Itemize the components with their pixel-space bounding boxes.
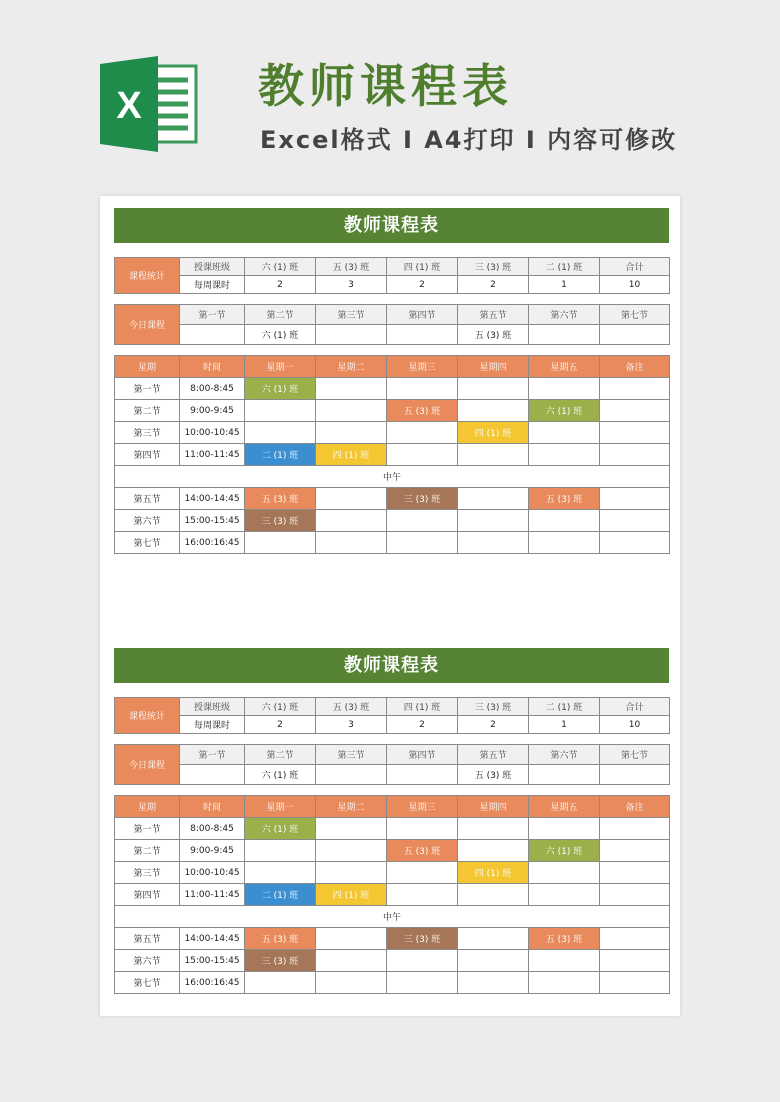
today-course-cell[interactable]: 五 (3) 班 [458,325,529,345]
schedule-cell[interactable]: 五 (3) 班 [387,400,458,422]
stats-value-cell[interactable]: 1 [529,716,600,734]
schedule-cell[interactable] [458,378,529,400]
schedule-cell[interactable] [316,400,387,422]
time-cell[interactable]: 16:00:16:45 [180,532,245,554]
column-header[interactable]: 星期一 [245,796,316,818]
schedule-cell[interactable] [600,928,670,950]
schedule-cell[interactable] [316,950,387,972]
stats-label[interactable]: 课程统计 [115,698,180,734]
stats-value-cell[interactable]: 2 [387,276,458,294]
schedule-cell[interactable] [600,818,670,840]
schedule-cell[interactable]: 四 (1) 班 [316,884,387,906]
schedule-cell[interactable] [387,378,458,400]
time-cell[interactable]: 11:00-11:45 [180,444,245,466]
today-course-cell[interactable] [180,765,245,785]
column-header[interactable]: 星期 [115,796,180,818]
stats-value-cell[interactable]: 1 [529,276,600,294]
schedule-cell[interactable]: 四 (1) 班 [316,444,387,466]
schedule-cell[interactable] [387,950,458,972]
column-header[interactable]: 星期 [115,356,180,378]
time-cell[interactable]: 8:00-8:45 [180,378,245,400]
stats-header-cell[interactable]: 五 (3) 班 [316,698,387,716]
schedule-cell[interactable] [600,950,670,972]
stats-value-cell[interactable]: 3 [316,716,387,734]
schedule-cell[interactable]: 二 (1) 班 [245,444,316,466]
period-header-cell[interactable]: 第七节 [600,745,670,765]
schedule-cell[interactable] [387,422,458,444]
stats-header-cell[interactable]: 合计 [600,698,670,716]
schedule-cell[interactable] [529,510,600,532]
schedule-cell[interactable] [316,928,387,950]
schedule-cell[interactable] [387,862,458,884]
today-course-cell[interactable] [600,325,670,345]
today-course-cell[interactable] [529,325,600,345]
today-course-cell[interactable] [387,765,458,785]
period-cell[interactable]: 第六节 [115,950,180,972]
stats-header-cell[interactable]: 授课班级 [180,698,245,716]
column-header[interactable]: 时间 [180,356,245,378]
page-header [0,0,780,196]
period-header-cell[interactable]: 第七节 [600,305,670,325]
time-cell[interactable]: 15:00-15:45 [180,510,245,532]
schedule-cell[interactable] [600,444,670,466]
stats-header-cell[interactable]: 六 (1) 班 [245,698,316,716]
schedule-cell[interactable]: 三 (3) 班 [245,950,316,972]
column-header[interactable]: 星期一 [245,356,316,378]
period-header-cell[interactable]: 第四节 [387,745,458,765]
schedule-cell[interactable]: 三 (3) 班 [387,928,458,950]
schedule-cell[interactable] [387,818,458,840]
time-cell[interactable]: 8:00-8:45 [180,818,245,840]
stats-value-cell[interactable]: 每周课时 [180,276,245,294]
time-cell[interactable]: 11:00-11:45 [180,884,245,906]
stats-header-cell[interactable]: 四 (1) 班 [387,698,458,716]
paper-sheet [100,196,680,1016]
stats-value-cell[interactable]: 10 [600,276,670,294]
period-cell[interactable]: 第五节 [115,488,180,510]
schedule-cell[interactable] [245,532,316,554]
table-row [115,906,670,928]
table-row [115,400,670,422]
table-row [115,305,670,325]
schedule-cell[interactable]: 六 (1) 班 [529,840,600,862]
stats-header-cell[interactable]: 合计 [600,258,670,276]
table-row [115,928,670,950]
sheet-title: 教师课程表 [114,208,669,243]
schedule-cell[interactable] [316,840,387,862]
schedule-cell[interactable] [387,510,458,532]
stats-header-cell[interactable]: 五 (3) 班 [316,258,387,276]
column-header[interactable]: 星期二 [316,356,387,378]
table-row [115,488,670,510]
schedule-cell[interactable] [458,400,529,422]
period-cell[interactable]: 第四节 [115,884,180,906]
table-header-row [115,356,670,378]
weekly-schedule-table [114,355,670,554]
page-title: 教师课程表 [258,59,513,113]
schedule-cell[interactable] [387,444,458,466]
today-courses-table [114,744,670,785]
column-header[interactable]: 星期四 [458,796,529,818]
today-courses-table [114,304,670,345]
time-cell[interactable]: 9:00-9:45 [180,840,245,862]
schedule-cell[interactable] [600,378,670,400]
table-row [115,950,670,972]
schedule-cell[interactable]: 五 (3) 班 [245,928,316,950]
period-header-cell[interactable]: 第五节 [458,305,529,325]
schedule-cell[interactable]: 六 (1) 班 [245,818,316,840]
time-cell[interactable]: 16:00:16:45 [180,972,245,994]
schedule-cell[interactable] [458,928,529,950]
period-cell[interactable]: 第三节 [115,862,180,884]
table-row [115,765,670,785]
today-course-cell[interactable]: 六 (1) 班 [245,325,316,345]
time-cell[interactable]: 15:00-15:45 [180,950,245,972]
schedule-cell[interactable] [529,422,600,444]
stats-header-cell[interactable]: 三 (3) 班 [458,258,529,276]
stats-header-cell[interactable]: 六 (1) 班 [245,258,316,276]
schedule-cell[interactable] [529,862,600,884]
page-subtitle: Excel格式 I A4打印 I 内容可修改 [260,126,678,154]
time-cell[interactable]: 14:00-14:45 [180,488,245,510]
sheet-title: 教师课程表 [114,648,669,683]
period-header-cell[interactable]: 第三节 [316,745,387,765]
schedule-cell[interactable] [529,532,600,554]
table-row [115,818,670,840]
table-row [115,378,670,400]
schedule-cell[interactable] [529,884,600,906]
stats-value-cell[interactable]: 2 [245,276,316,294]
today-label[interactable]: 今日课程 [115,305,180,345]
table-row [115,532,670,554]
today-course-cell[interactable]: 五 (3) 班 [458,765,529,785]
period-header-cell[interactable]: 第五节 [458,745,529,765]
schedule-cell[interactable]: 四 (1) 班 [458,862,529,884]
schedule-cell[interactable] [529,378,600,400]
today-course-cell[interactable] [600,765,670,785]
schedule-cell[interactable] [600,840,670,862]
table-row [115,444,670,466]
schedule-cell[interactable] [600,972,670,994]
lunch-break-cell[interactable]: 中午 [115,906,670,928]
stats-header-cell[interactable]: 二 (1) 班 [529,698,600,716]
lunch-break-cell[interactable]: 中午 [115,466,670,488]
schedule-cell[interactable] [387,532,458,554]
logo-letter: X [116,85,142,127]
stats-header-cell[interactable]: 四 (1) 班 [387,258,458,276]
table-row [115,745,670,765]
table-row [115,698,670,716]
stats-value-cell[interactable]: 2 [387,716,458,734]
schedule-cell[interactable] [458,510,529,532]
time-cell[interactable]: 10:00-10:45 [180,422,245,444]
schedule-cell[interactable]: 二 (1) 班 [245,884,316,906]
period-header-cell[interactable]: 第二节 [245,305,316,325]
schedule-cell[interactable] [600,422,670,444]
table-row [115,325,670,345]
schedule-cell[interactable] [600,862,670,884]
today-course-cell[interactable] [180,325,245,345]
period-cell[interactable]: 第二节 [115,400,180,422]
schedule-cell[interactable]: 五 (3) 班 [529,488,600,510]
schedule-cell[interactable] [600,488,670,510]
schedule-cell[interactable] [600,884,670,906]
schedule-cell[interactable] [529,972,600,994]
period-cell[interactable]: 第一节 [115,378,180,400]
schedule-cell[interactable] [316,422,387,444]
schedule-cell[interactable]: 五 (3) 班 [245,488,316,510]
schedule-cell[interactable] [529,950,600,972]
weekly-schedule-table [114,795,670,994]
column-header[interactable]: 星期三 [387,796,458,818]
table-row [115,716,670,734]
stats-label[interactable]: 课程统计 [115,258,180,294]
column-header[interactable]: 备注 [600,796,670,818]
table-row [115,510,670,532]
stats-value-cell[interactable]: 2 [458,716,529,734]
schedule-cell[interactable] [316,818,387,840]
schedule-cell[interactable] [387,884,458,906]
schedule-cell[interactable]: 四 (1) 班 [458,422,529,444]
column-header[interactable]: 星期五 [529,356,600,378]
period-cell[interactable]: 第六节 [115,510,180,532]
schedule-cell[interactable] [458,488,529,510]
stats-value-cell[interactable]: 2 [245,716,316,734]
schedule-cell[interactable] [245,400,316,422]
period-header-cell[interactable]: 第一节 [180,745,245,765]
schedule-cell[interactable] [458,532,529,554]
table-row [115,972,670,994]
course-stats-table [114,257,670,294]
schedule-cell[interactable] [600,400,670,422]
schedule-cell[interactable] [458,840,529,862]
column-header[interactable]: 备注 [600,356,670,378]
schedule-cell[interactable]: 三 (3) 班 [245,510,316,532]
table-row [115,422,670,444]
time-cell[interactable]: 10:00-10:45 [180,862,245,884]
schedule-cell[interactable] [316,972,387,994]
table-row [115,862,670,884]
schedule-cell[interactable]: 五 (3) 班 [529,928,600,950]
period-header-cell[interactable]: 第二节 [245,745,316,765]
schedule-cell[interactable] [458,818,529,840]
stats-header-cell[interactable]: 三 (3) 班 [458,698,529,716]
period-cell[interactable]: 第二节 [115,840,180,862]
schedule-cell[interactable] [316,378,387,400]
table-header-row [115,796,670,818]
period-header-cell[interactable]: 第一节 [180,305,245,325]
schedule-cell[interactable]: 六 (1) 班 [529,400,600,422]
stats-value-cell[interactable]: 2 [458,276,529,294]
schedule-cell[interactable] [316,862,387,884]
schedule-cell[interactable] [600,510,670,532]
table-row [115,258,670,276]
column-header[interactable]: 时间 [180,796,245,818]
column-header[interactable]: 星期二 [316,796,387,818]
schedule-cell[interactable] [458,950,529,972]
schedule-cell[interactable] [529,444,600,466]
stats-header-cell[interactable]: 授课班级 [180,258,245,276]
schedule-cell[interactable] [316,488,387,510]
schedule-cell[interactable] [529,818,600,840]
schedule-cell[interactable] [245,972,316,994]
period-cell[interactable]: 第七节 [115,972,180,994]
period-header-cell[interactable]: 第三节 [316,305,387,325]
stats-value-cell[interactable]: 每周课时 [180,716,245,734]
schedule-cell[interactable] [245,840,316,862]
schedule-cell[interactable] [316,532,387,554]
today-label[interactable]: 今日课程 [115,745,180,785]
table-row [115,884,670,906]
schedule-cell[interactable]: 三 (3) 班 [387,488,458,510]
schedule-cell[interactable] [458,444,529,466]
time-cell[interactable]: 9:00-9:45 [180,400,245,422]
table-row [115,840,670,862]
schedule-cell[interactable] [458,972,529,994]
table-row [115,466,670,488]
stats-value-cell[interactable]: 10 [600,716,670,734]
period-header-cell[interactable]: 第四节 [387,305,458,325]
period-header-cell[interactable]: 第六节 [529,305,600,325]
schedule-cell[interactable] [316,510,387,532]
period-cell[interactable]: 第五节 [115,928,180,950]
schedule-cell[interactable] [387,972,458,994]
time-cell[interactable]: 14:00-14:45 [180,928,245,950]
column-header[interactable]: 星期五 [529,796,600,818]
excel-logo-icon [100,56,200,152]
timetable-sheet [114,208,669,554]
schedule-cell[interactable] [245,862,316,884]
today-course-cell[interactable] [316,765,387,785]
stats-value-cell[interactable]: 3 [316,276,387,294]
column-header[interactable]: 星期三 [387,356,458,378]
course-stats-table [114,697,670,734]
stats-header-cell[interactable]: 二 (1) 班 [529,258,600,276]
schedule-cell[interactable] [600,532,670,554]
schedule-cell[interactable]: 六 (1) 班 [245,378,316,400]
today-course-cell[interactable] [316,325,387,345]
schedule-cell[interactable] [245,422,316,444]
period-header-cell[interactable]: 第六节 [529,745,600,765]
period-cell[interactable]: 第一节 [115,818,180,840]
schedule-cell[interactable]: 五 (3) 班 [387,840,458,862]
schedule-cell[interactable] [458,884,529,906]
column-header[interactable]: 星期四 [458,356,529,378]
today-course-cell[interactable] [387,325,458,345]
today-course-cell[interactable] [529,765,600,785]
period-cell[interactable]: 第七节 [115,532,180,554]
timetable-sheet [114,648,669,994]
period-cell[interactable]: 第四节 [115,444,180,466]
table-row [115,276,670,294]
period-cell[interactable]: 第三节 [115,422,180,444]
today-course-cell[interactable]: 六 (1) 班 [245,765,316,785]
